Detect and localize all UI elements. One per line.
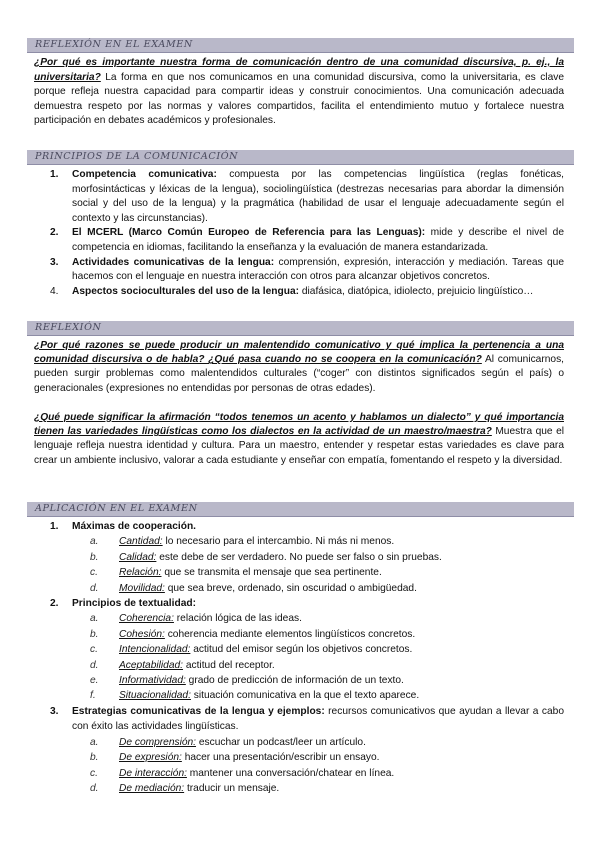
sub-text: relación lógica de las ideas.: [173, 613, 302, 625]
sub-term: Calidad:: [119, 551, 157, 563]
item-term: Competencia comunicativa:: [72, 169, 217, 180]
item-text: diafásica, diatópica, idiolecto, prejuicio lingüístico…: [299, 285, 534, 297]
list-item: [34, 226, 564, 255]
item-number: 2.: [50, 598, 59, 610]
sub-term: De comprensión:: [119, 736, 197, 748]
item-term: Aspectos socioculturales del uso de la lengua:: [72, 285, 300, 297]
item-number: 1.: [50, 521, 59, 532]
section-header-principios: [27, 150, 574, 165]
sub-item: [34, 735, 564, 750]
sub-text: actitud del emisor según los objetivos concretos.: [190, 644, 413, 656]
item-term: El MCERL (Marco Común Europeo de Referencia para las Lenguas):: [72, 227, 426, 239]
question-text: ¿Por qué razones se puede producir un malentendido comunicativo y qué implica la pertenencia a una comunidad discursiva o de habla? ¿Qué pasa cuando no se coopera en la comunicación?: [34, 340, 564, 366]
sub-letter: c.: [90, 567, 98, 579]
reflexion-examen-paragraph: [34, 56, 564, 129]
sub-letter: a.: [90, 536, 99, 548]
sub-term: Intencionalidad:: [119, 644, 191, 656]
sub-item: [34, 673, 564, 688]
sub-text: mantener una conversación/chatear en línea.: [186, 767, 395, 779]
sub-term: Coherencia:: [119, 613, 174, 625]
sub-letter: d.: [90, 659, 99, 671]
list-item: [34, 285, 564, 300]
sub-letter: d.: [90, 782, 99, 794]
sub-letter: a.: [90, 736, 99, 748]
sub-item: [34, 611, 564, 626]
section-header-reflexion-examen: [27, 38, 574, 53]
sub-item: [34, 627, 564, 642]
item-number: 3.: [50, 256, 59, 268]
list-item: [34, 256, 564, 285]
sub-letter: b.: [90, 628, 99, 640]
sub-text: este debe de ser verdadero. No puede ser falso o sin pruebas.: [156, 551, 442, 563]
answer-text: Muestra que el lenguaje refleja nuestra identidad y cultura. Para un maestro, entender y respetar estas variedades es clave para crear un ambiente inclusivo, valorar a cada estudiante y enseñar con empatía, fomentando el respeto y la diversidad.: [34, 426, 564, 466]
sub-text: situación comunicativa en la que el texto aparece.: [190, 690, 420, 702]
sub-letter: a.: [90, 613, 99, 625]
item-text: mide y describe el nivel de competencia en idiomas, facilitando la enseñanza y la evaluación de manera estandarizada.: [72, 227, 564, 253]
list-item: [34, 596, 564, 611]
item-number: 4.: [50, 285, 59, 297]
sub-term: Cantidad:: [119, 536, 163, 548]
sub-letter: d.: [90, 582, 99, 594]
sub-text: hacer una presentación/escribir un ensayo.: [181, 752, 380, 764]
sub-text: que sea breve, ordenado, sin oscuridad o ambigüedad.: [164, 582, 417, 594]
sub-text: escuchar un podcast/leer un artículo.: [196, 736, 366, 748]
section-title: APLICACIÓN EN EL EXAMEN: [35, 503, 198, 514]
sub-item: [34, 781, 564, 796]
sub-letter: e.: [90, 675, 99, 687]
sub-text: grado de predicción de información de un texto.: [185, 675, 404, 687]
item-term: Actividades comunicativas de la lengua:: [72, 256, 275, 268]
item-term: Principios de textualidad:: [72, 598, 196, 610]
sub-term: Movilidad:: [119, 582, 165, 594]
question-text: ¿Por qué es importante nuestra forma de comunicación dentro de una comunidad discursiva, p. ej., la universitaria?: [34, 57, 564, 83]
sub-term: De expresión:: [119, 752, 182, 764]
sub-term: De mediación:: [119, 782, 185, 794]
sub-item: [34, 565, 564, 580]
sub-text: coherencia mediante elementos lingüísticos concretos.: [164, 628, 416, 640]
sub-text: que se transmita el mensaje que sea pertinente.: [161, 567, 382, 579]
sub-item: [34, 688, 564, 703]
item-number: 1.: [50, 169, 59, 180]
section-header-aplicacion: [27, 502, 574, 517]
item-text: compuesta por las competencias lingüística (reglas fonéticas, morfosintácticas y léxicas de la lengua), sociolingüística (destrezas necesarias para abordar la dimensión social y del uso de la lengua) y la pragmática (habilidad de usar el lenguaje adecuadamente según el contexto y las circunstancias).: [72, 169, 564, 224]
item-text: comprensión, expresión, interacción y mediación. Tareas que hacemos con el lenguaje en nuestra interacción con otros para alcanzar objetivos concretos.: [72, 256, 564, 283]
section-title: REFLEXIÓN: [35, 322, 102, 333]
item-number: 2.: [50, 227, 59, 239]
sub-term: Informatividad:: [119, 675, 186, 687]
section-title: PRINCIPIOS DE LA COMUNICACIÓN: [35, 151, 239, 162]
sub-letter: b.: [90, 551, 99, 563]
sub-item: [34, 658, 564, 673]
sub-text: traducir un mensaje.: [184, 782, 280, 794]
answer-text: Al comunicarnos, pueden surgir problemas como malentendidos culturales (“coger” con distintos significados según el país) o generacionales (expresiones no entendidas por personas de otras edades).: [34, 354, 564, 394]
list-item: [34, 704, 564, 735]
list-item: [34, 168, 564, 226]
sub-term: De interacción:: [119, 767, 187, 779]
sub-letter: c.: [90, 644, 98, 656]
sub-term: Aceptabilidad:: [119, 659, 184, 671]
reflexion-paragraph-2: [34, 411, 564, 468]
principios-list: [34, 168, 564, 299]
sub-term: Cohesión:: [119, 628, 165, 640]
sub-item: [34, 550, 564, 565]
answer-text: La forma en que nos comunicamos en una comunidad discursiva, como la universitaria, es clave porque refleja nuestra capacidad para compartir ideas y construir conocimientos. Una comunicación adecuada demuestra respeto por las normas y valores compartidos, facilita el entendimiento mutuo y fortalece nuestra participación en debates académicos y profesionales.: [34, 71, 564, 126]
sub-item: [34, 766, 564, 781]
reflexion-paragraph-1: [34, 339, 564, 396]
item-text: recursos comunicativos que ayudan a llevar a cabo con éxito las actividades lingüísticas.: [72, 705, 564, 733]
sub-letter: b.: [90, 752, 99, 764]
item-term: Máximas de cooperación.: [72, 521, 196, 532]
sub-item: [34, 534, 564, 549]
question-text: ¿Qué puede significar la afirmación “todos tenemos un acento y hablamos un dialecto” y qué importancia tienen las variedades lingüísticas como los dialectos en la actividad de un maestro/maestra?: [34, 412, 564, 438]
sub-letter: f.: [90, 690, 96, 702]
sub-term: Relación:: [119, 567, 162, 579]
aplicacion-list: [34, 519, 564, 796]
sub-item: [34, 642, 564, 657]
sub-text: actitud del receptor.: [183, 659, 275, 671]
section-title: REFLEXIÓN EN EL EXAMEN: [35, 39, 193, 50]
section-header-reflexion: [27, 321, 574, 336]
list-item: [34, 519, 564, 534]
sub-term: Situacionalidad:: [119, 690, 191, 702]
item-number: 3.: [50, 705, 59, 717]
sub-text: lo necesario para el intercambio. Ni más ni menos.: [162, 536, 395, 548]
sub-letter: c.: [90, 767, 98, 779]
sub-item: [34, 750, 564, 765]
sub-item: [34, 581, 564, 596]
item-term: Estrategias comunicativas de la lengua y ejemplos:: [72, 705, 325, 717]
